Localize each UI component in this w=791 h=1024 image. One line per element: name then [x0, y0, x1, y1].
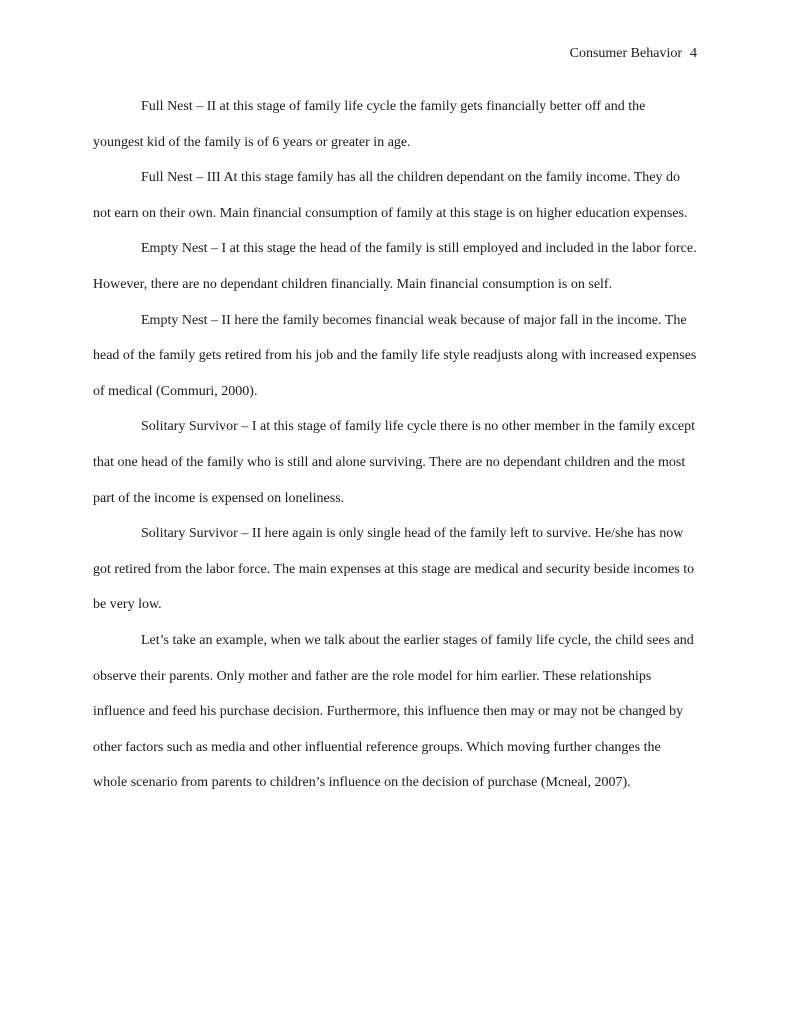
body-text [93, 89, 698, 801]
paragraph-empty-nest-1: Empty Nest – I at this stage the head of the family is still employed and included in the labor force. However, there are no dependant children financially. Main financial consumption is on self. [93, 241, 697, 292]
running-head [570, 45, 697, 63]
paragraph-full-nest-2: Full Nest – II at this stage of family life cycle the family gets financially better off and the youngest kid of the family is of 6 years or greater in age. [93, 99, 646, 150]
page-number: 4 [690, 46, 697, 61]
running-head-title: Consumer Behavior [569, 46, 682, 61]
paragraph-solitary-survivor-2: Solitary Survivor – II here again is only single head of the family left to survive. He/she has now got retired from the labor force. The main expenses at this stage are medical and security beside incomes to be very low. [93, 526, 695, 613]
paragraph-full-nest-3: Full Nest – III At this stage family has all the children dependant on the family income. They do not earn on their own. Main financial consumption of family at this stage is on higher education expenses. [93, 170, 688, 221]
paragraph-empty-nest-2: Empty Nest – II here the family becomes financial weak because of major fall in the income. The head of the family gets retired from his job and the family life style readjusts along with increased expenses of medical (Commuri, 2000). [93, 312, 697, 399]
paragraph-solitary-survivor-1: Solitary Survivor – I at this stage of family life cycle there is no other member in the family except that one head of the family who is still and alone surviving. There are no dependant children and the most part of the income is expensed on loneliness. [93, 419, 696, 506]
paragraph-example: Let’s take an example, when we talk about the earlier stages of family life cycle, the child sees and observe their parents. Only mother and father are the role model for him earlier. These relationships influence and feed his purchase decision. Furthermore, this influence then may or may not be changed by other factors such as media and other influential reference groups. Which moving further changes the whole scenario from parents to children’s influence on the decision of purchase (Mcneal, 2007). [93, 632, 694, 791]
